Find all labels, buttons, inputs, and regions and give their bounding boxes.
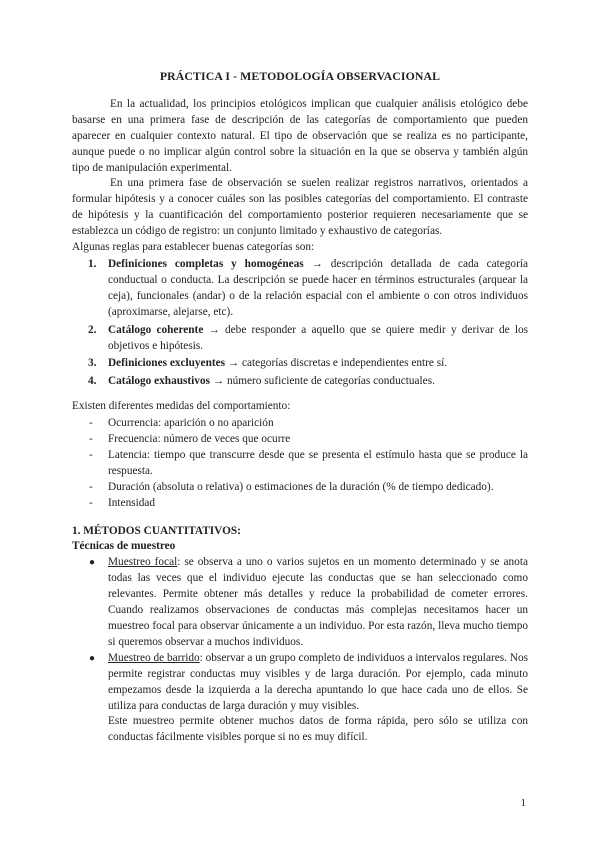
page-title: PRÁCTICA I - METODOLOGÍA OBSERVACIONAL [159,69,441,83]
rule-item [72,257,528,321]
sampling-term: Muestreo de barrido [108,651,200,664]
section-heading: 1. MÉTODOS CUANTITATIVOS: [72,524,241,537]
sampling-list [72,555,528,746]
bullet-icon: ● [89,557,96,569]
rule-number: 4. [88,375,97,388]
intro-paragraph-1: En la actualidad, los principios etológicos implican que cualquier análisis etológico debe basarse en una primera fase de descripción de las categorías de comportamiento que pueden aparecer en cualquier contexto natural. El tipo de observación que se realiza es no participante, aunque puede o no implicar algún control sobre la situación en la que se observa y también algún tipo de manipulación experimental. [72,97,528,174]
rule-text: → descripción detallada de cada categoría conductual o conducta. La descripción se puede hacer en términos estructurales (arquear la ceja), funcionales (andar) o de la relación espacial con el ambiente o con otros individuos (aproximarse, alejarse, etc). [108,257,528,318]
sampling-item [72,651,528,746]
page-content [72,69,528,746]
rule-term: Definiciones excluyentes [108,357,226,370]
rule-number: 3. [88,357,97,370]
rule-item [72,374,528,390]
bullet-icon: ● [89,652,96,664]
rule-number: 1. [88,257,97,270]
rule-text: → categorías discretas e independientes entre sí. [225,357,448,370]
sampling-term: Muestreo focal [108,556,178,569]
measure-item: - Duración (absoluta o relativa) o estimaciones de la duración (% de tiempo dedicado). [72,480,528,496]
page-number: 1 [520,797,526,809]
measure-item: - Intensidad [72,496,528,512]
measures-intro: Existen diferentes medidas del comportamiento: [72,400,291,413]
rule-term: Catálogo exhaustivos [108,375,210,388]
measures-list [72,416,528,511]
measure-item: - Ocurrencia: aparición o no aparición [72,416,528,432]
rule-term: Catálogo coherente [108,323,204,336]
rules-list [72,257,528,390]
rule-item [72,323,528,355]
rule-text: → debe responder a aquello que se quiere medir y derivar de los objetivos e hipótesis. [108,323,528,352]
sampling-text: : observar a un grupo completo de individuos a intervalos regulares. Nos permite registrar conductas muy visibles y de larga duración. Por ejemplo, cada minuto empezamos desde la izquierda a la derecha apuntando lo que hace cada uno de ellos. Se utiliza para conductas de larga duración y muy visibles. [108,651,528,712]
rule-text: → número suficiente de categorías conductuales. [210,375,435,388]
measure-item: - Frecuencia: número de veces que ocurre [72,432,528,448]
rule-term: Definiciones completas y homogéneas [108,257,304,270]
measure-item: - Latencia: tiempo que transcurre desde que se presenta el estímulo hasta que se produce la respuesta. [72,448,528,480]
sampling-text: : se observa a uno o varios sujetos en un momento determinado y se anota todas las veces que el individuo ejecute las conductas que se han seleccionado como relevantes. Permite obtener más detalles y reduce la probabilidad de cometer errores. Cuando realizamos observaciones de conductas más complejas necesitamos hacer un muestreo focal para observar únicamente a un individuo. Por esta razón, lleva mucho tiempo si queremos observar a muchos individuos. [108,556,528,648]
rule-number: 2. [88,323,97,336]
intro-paragraph-2: En una primera fase de observación se suelen realizar registros narrativos, orientados a formular hipótesis y a conocer cuáles son las posibles categorías del comportamiento. El contraste de hipótesis y la cuantificación del comportamiento posterior requieren necesariamente que se establezca un código de registro: un conjunto limitado y exhaustivo de categorías. [72,177,528,238]
rule-item [72,356,528,372]
section-subheading: Técnicas de muestreo [72,540,176,553]
sampling-item [72,555,528,650]
rules-intro: Algunas reglas para establecer buenas categorías son: [72,241,315,254]
sampling-extra-text: Este muestreo permite obtener muchos datos de forma rápida, pero sólo se utiliza con conductas fácilmente visibles porque si no es muy difícil. [108,715,528,744]
